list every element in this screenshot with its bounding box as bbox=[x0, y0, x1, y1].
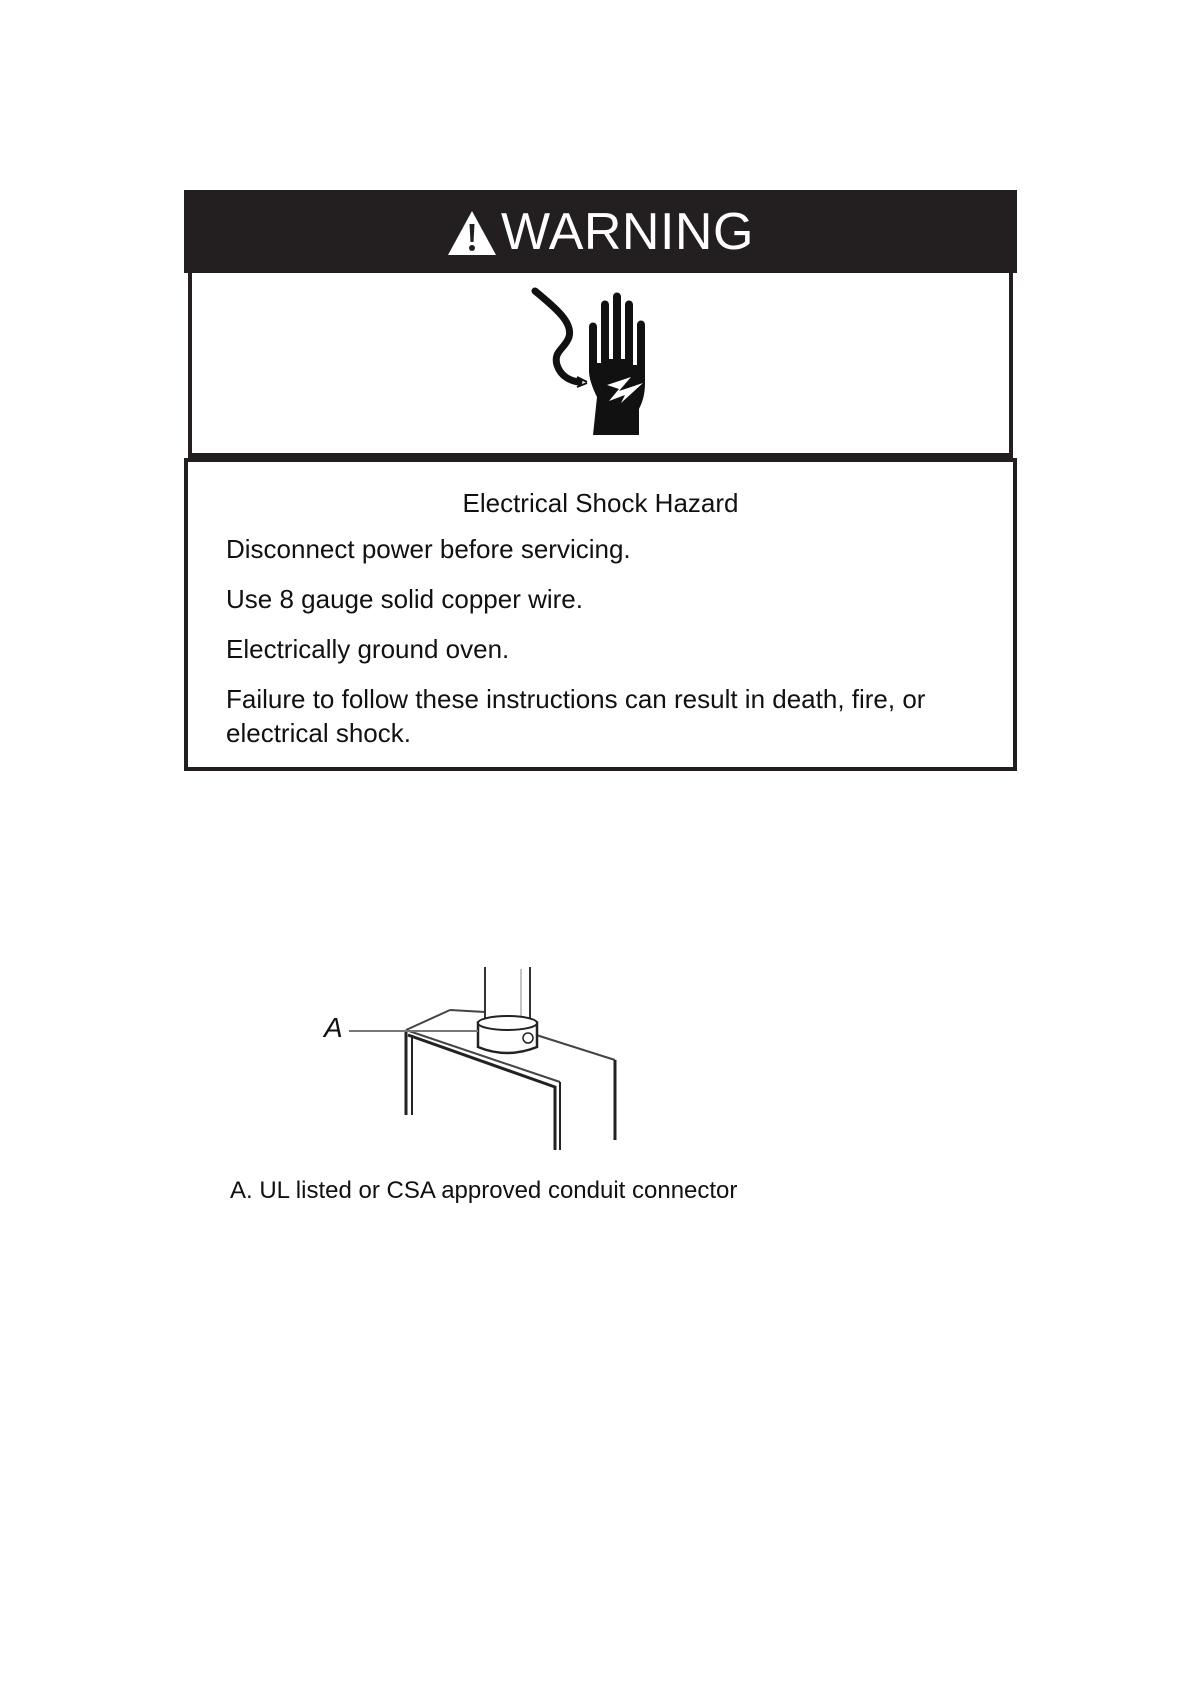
instruction-failure-consequence: Failure to follow these instructions can result in death, fire, or electrical shock. bbox=[226, 684, 926, 748]
instruction-ground-oven: Electrically ground oven. bbox=[226, 634, 510, 664]
hazard-title: Electrical Shock Hazard bbox=[462, 488, 739, 518]
hazard-text-panel bbox=[184, 458, 1017, 771]
callout-label-a: A bbox=[324, 1012, 343, 1043]
electrical-shock-hand-icon bbox=[527, 285, 677, 445]
warning-header bbox=[184, 190, 1017, 273]
instruction-copper-wire: Use 8 gauge solid copper wire. bbox=[226, 584, 583, 614]
signal-word: WARNING bbox=[501, 202, 754, 261]
figure-caption: A. UL listed or CSA approved conduit connector bbox=[230, 1177, 738, 1204]
instruction-disconnect-power: Disconnect power before servicing. bbox=[226, 534, 631, 564]
alert-triangle-icon bbox=[447, 210, 497, 256]
pictogram-panel bbox=[188, 273, 1013, 458]
conduit-connector-illustration bbox=[315, 965, 645, 1155]
warning-label bbox=[184, 190, 1017, 771]
